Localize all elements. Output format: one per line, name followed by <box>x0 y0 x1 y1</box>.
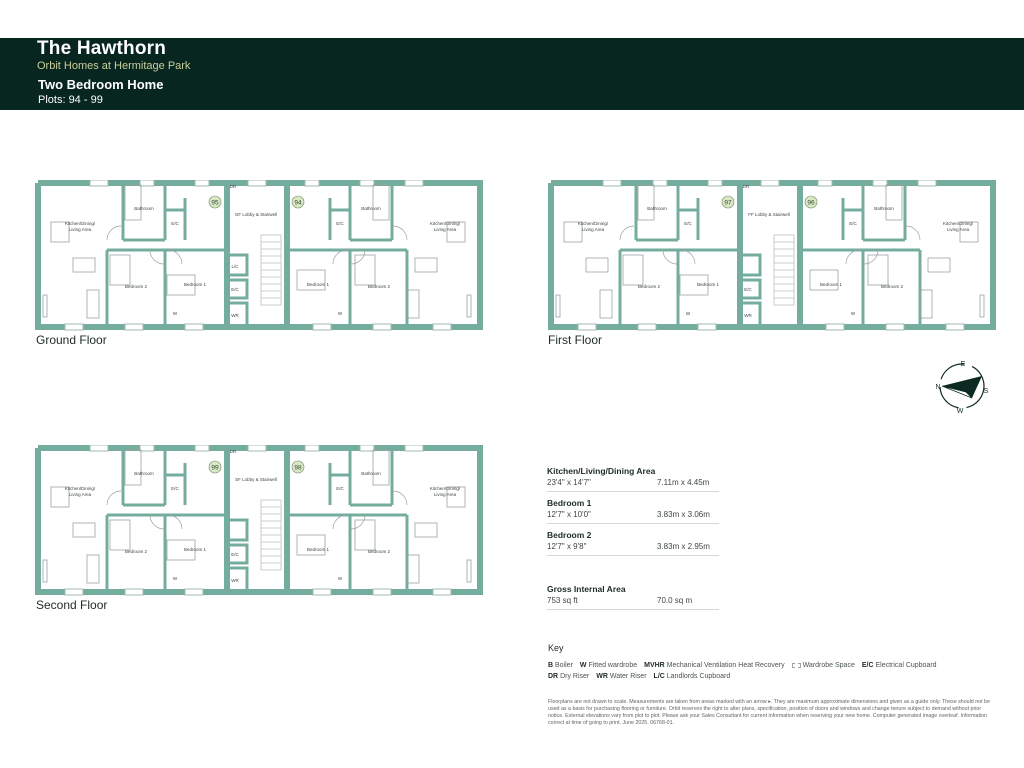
svg-text:Bedroom 1: Bedroom 1 <box>183 282 207 287</box>
svg-text:FF Lobby & Stairwell: FF Lobby & Stairwell <box>748 212 790 217</box>
svg-text:Kitchen/Dining/: Kitchen/Dining/ <box>577 221 609 226</box>
room-dimensions-table <box>547 466 719 616</box>
svg-text:94: 94 <box>294 199 302 207</box>
development-title: The Hawthorn <box>37 38 167 59</box>
svg-text:L/C: L/C <box>231 264 239 269</box>
svg-text:Bedroom 1: Bedroom 1 <box>306 547 330 552</box>
svg-text:Bedroom 2: Bedroom 2 <box>367 284 391 289</box>
key-entry: L/C Landlords Cupboard <box>653 673 731 680</box>
svg-text:Bathroom: Bathroom <box>134 206 154 211</box>
ground-floor-label: Ground Floor <box>36 333 107 347</box>
svg-text:DR: DR <box>229 184 237 189</box>
first-floor-plan <box>548 180 1018 350</box>
room-row: Kitchen/Living/Dining Area 23'4" x 14'7" 7.11m x 4.45m <box>547 466 719 492</box>
svg-text:WR: WR <box>231 578 239 583</box>
svg-text:99: 99 <box>211 464 219 472</box>
svg-text:E/C: E/C <box>231 552 239 557</box>
key-entry: DR Dry Riser <box>548 673 590 680</box>
key-line-1 <box>548 660 988 671</box>
svg-text:Living Area: Living Area <box>68 492 92 497</box>
svg-text:DR: DR <box>742 184 750 189</box>
svg-text:GF Lobby & Stairwell: GF Lobby & Stairwell <box>234 212 278 217</box>
legend-key <box>548 643 988 682</box>
svg-text:Living Area: Living Area <box>68 227 92 232</box>
svg-text:Bathroom: Bathroom <box>361 206 381 211</box>
svg-text:Living Area: Living Area <box>581 227 605 232</box>
svg-text:95: 95 <box>211 199 219 207</box>
key-entry: B Boiler <box>548 662 573 669</box>
compass-icon <box>930 356 994 416</box>
svg-text:W: W <box>685 311 691 316</box>
svg-text:97: 97 <box>724 199 732 207</box>
svg-text:Bedroom 1: Bedroom 1 <box>819 282 843 287</box>
key-title: Key <box>548 643 564 653</box>
key-line-2 <box>548 671 988 682</box>
svg-text:E/C: E/C <box>231 287 239 292</box>
plot-numbers: Plots: 94 - 99 <box>38 94 103 106</box>
svg-text:Bedroom 2: Bedroom 2 <box>637 284 661 289</box>
svg-text:98: 98 <box>294 464 302 472</box>
svg-text:E/C: E/C <box>171 486 179 491</box>
svg-text:Kitchen/Dining/: Kitchen/Dining/ <box>429 486 461 491</box>
svg-text:Bedroom 2: Bedroom 2 <box>124 549 148 554</box>
second-floor-plan <box>35 445 505 615</box>
svg-text:E/C: E/C <box>171 221 179 226</box>
svg-text:W: W <box>172 576 178 581</box>
svg-text:Kitchen/Dining/: Kitchen/Dining/ <box>429 221 461 226</box>
svg-text:Bedroom 1: Bedroom 1 <box>696 282 720 287</box>
svg-text:WR: WR <box>231 313 239 318</box>
first-floor-label: First Floor <box>548 333 602 347</box>
gross-internal-area: Gross Internal Area 753 sq ft 70.0 sq m <box>547 584 719 610</box>
svg-text:E/C: E/C <box>336 221 344 226</box>
svg-text:96: 96 <box>807 199 815 207</box>
key-entry: W Fitted wardrobe <box>579 662 638 669</box>
disclaimer-text: Floorplans are not drawn to scale. Measurements are taken from areas marked with an arrow ▸. They are maximum approximate dimensions and given as a guide only. These should not be used as a basis for purchasing flooring or furniture. Orbit reserves the right to alter plans, specification, position of doors and windows and change tenure subject to demand without prior notice. External elevations vary from plot to plot. Please ask your Sales Consultant for current information when reserving your new home. Computer generated image overleaf. Information correct at time of going to print. June 2025. 06768-01. <box>548 699 990 726</box>
development-subtitle: Orbit Homes at Hermitage Park <box>37 60 191 72</box>
svg-text:E/C: E/C <box>684 221 692 226</box>
svg-text:Kitchen/Dining/: Kitchen/Dining/ <box>942 221 974 226</box>
svg-text:Bathroom: Bathroom <box>647 206 667 211</box>
ground-floor-plan <box>35 180 505 350</box>
svg-text:DR: DR <box>229 449 237 454</box>
svg-text:Bedroom 2: Bedroom 2 <box>880 284 904 289</box>
svg-text:E/C: E/C <box>336 486 344 491</box>
svg-text:S: S <box>983 388 989 395</box>
key-entry: E/C Electrical Cupboard <box>861 662 937 669</box>
svg-text:W: W <box>850 311 856 316</box>
svg-text:Bedroom 1: Bedroom 1 <box>183 547 207 552</box>
svg-text:Living Area: Living Area <box>946 227 970 232</box>
svg-text:E: E <box>960 361 966 368</box>
svg-text:Living Area: Living Area <box>433 227 457 232</box>
svg-text:SF Lobby & Stairwell: SF Lobby & Stairwell <box>235 477 277 482</box>
svg-text:Living Area: Living Area <box>433 492 457 497</box>
svg-text:N: N <box>935 384 941 391</box>
svg-text:W: W <box>172 311 178 316</box>
svg-text:Bedroom 1: Bedroom 1 <box>306 282 330 287</box>
header-banner <box>0 38 1024 110</box>
svg-text:W: W <box>337 576 343 581</box>
svg-text:E/C: E/C <box>744 287 752 292</box>
svg-text:Bedroom 2: Bedroom 2 <box>367 549 391 554</box>
svg-text:W: W <box>337 311 343 316</box>
room-row: Bedroom 2 12'7" x 9'8" 3.83m x 2.95m <box>547 530 719 556</box>
svg-text:Kitchen/Dining/: Kitchen/Dining/ <box>64 486 96 491</box>
svg-text:Bathroom: Bathroom <box>134 471 154 476</box>
svg-text:WR: WR <box>744 313 752 318</box>
key-entry: Wardrobe Space <box>792 662 855 669</box>
wardrobe-space-icon <box>792 663 801 668</box>
second-floor-label: Second Floor <box>36 598 108 612</box>
svg-text:E/C: E/C <box>849 221 857 226</box>
svg-text:Kitchen/Dining/: Kitchen/Dining/ <box>64 221 96 226</box>
svg-text:W: W <box>956 408 964 415</box>
svg-text:Bathroom: Bathroom <box>361 471 381 476</box>
svg-text:Bedroom 2: Bedroom 2 <box>124 284 148 289</box>
key-entry: MVHR Mechanical Ventilation Heat Recovery <box>644 662 785 669</box>
room-row: Bedroom 1 12'7" x 10'0" 3.83m x 3.06m <box>547 498 719 524</box>
home-type: Two Bedroom Home <box>38 77 164 92</box>
key-entry: WR Water Riser <box>596 673 647 680</box>
svg-text:Bathroom: Bathroom <box>874 206 894 211</box>
